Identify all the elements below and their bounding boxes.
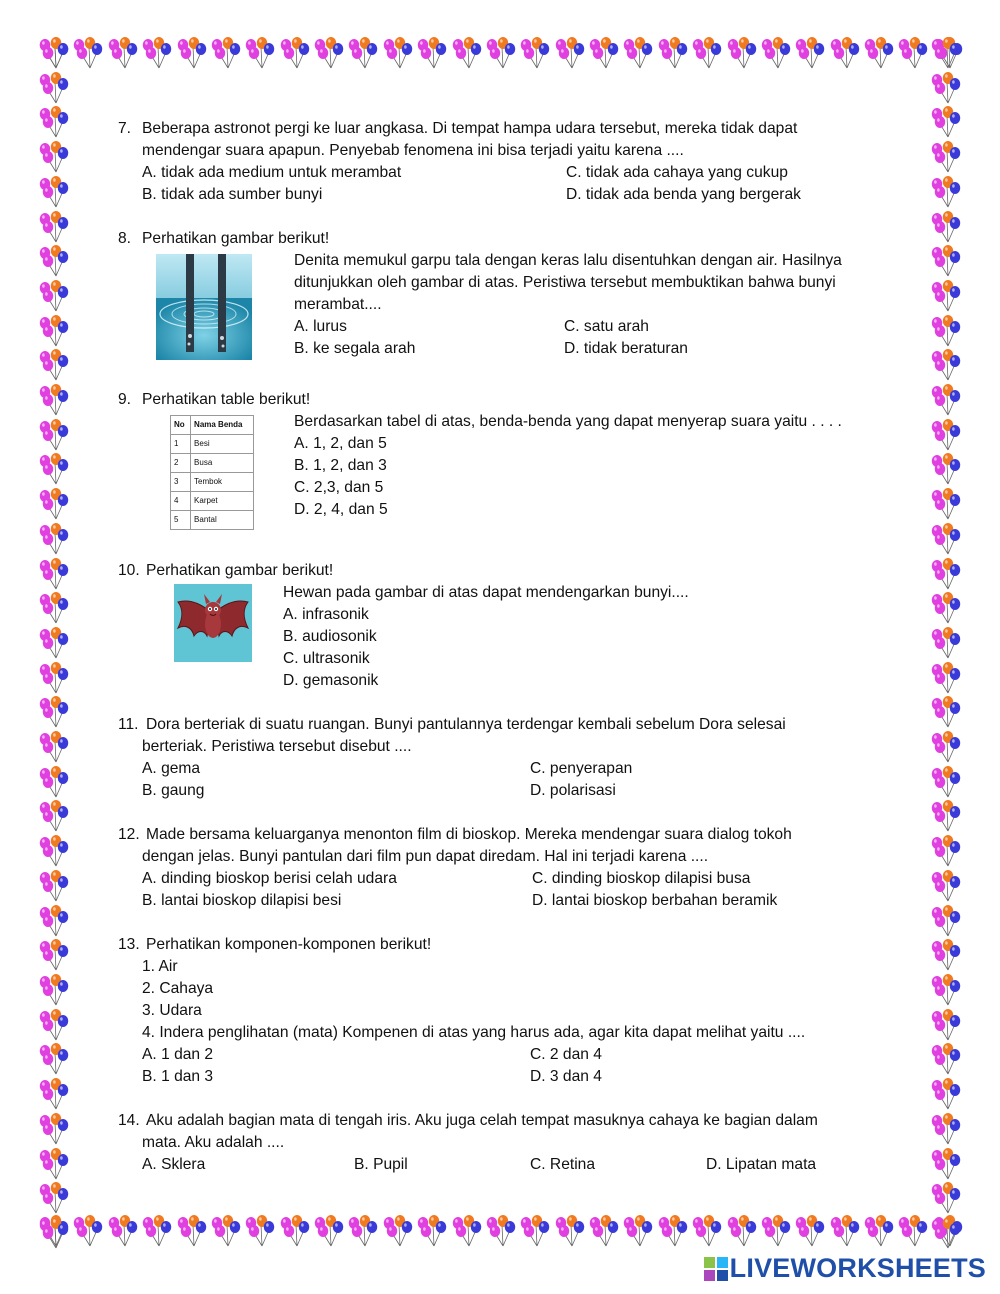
balloon-icon [36, 973, 70, 1007]
balloon-icon [105, 1214, 139, 1248]
balloon-icon [70, 36, 104, 70]
table-row [171, 435, 254, 454]
balloon-icon [827, 1214, 861, 1248]
question-text: Made bersama keluarganya menonton film di bioskop. Mereka mendengar suara dialog tokoh [146, 826, 792, 843]
balloon-icon [380, 1214, 414, 1248]
balloon-icon [449, 36, 483, 70]
balloon-icon [517, 1214, 551, 1248]
tuning-fork-water-image [156, 254, 252, 360]
balloon-icon [928, 869, 962, 903]
balloon-icon [928, 175, 962, 209]
balloon-icon [758, 1214, 792, 1248]
balloon-icon [928, 730, 962, 764]
balloon-icon [689, 36, 723, 70]
option-a[interactable]: A. 1 dan 2 [142, 1046, 214, 1063]
question-text: Hewan pada gambar di atas dapat mendengarkan bunyi.... [283, 584, 689, 601]
balloon-icon [414, 1214, 448, 1248]
balloon-icon [36, 799, 70, 833]
question-text: ditunjukkan oleh gambar di atas. Peristiwa tersebut membuktikan bahwa bunyi [294, 274, 836, 291]
option-d[interactable]: D. lantai bioskop berbahan beramik [532, 892, 778, 909]
balloon-icon [36, 869, 70, 903]
balloon-icon [517, 36, 551, 70]
balloon-icon [483, 36, 517, 70]
balloon-icon [380, 36, 414, 70]
option-b[interactable]: B. lantai bioskop dilapisi besi [142, 892, 342, 909]
balloon-icon [36, 418, 70, 452]
balloon-border-right [928, 36, 964, 1250]
balloon-icon [277, 36, 311, 70]
balloon-icon [36, 105, 70, 139]
bat-image [174, 584, 252, 662]
question-10 [118, 560, 898, 692]
option-c[interactable]: C. dinding bioskop dilapisi busa [532, 870, 751, 887]
balloon-icon [208, 1214, 242, 1248]
balloon-icon [928, 661, 962, 695]
balloon-icon [36, 661, 70, 695]
option-c[interactable]: C. satu arah [564, 318, 649, 335]
balloon-icon [928, 1181, 962, 1215]
question-intro: Perhatikan gambar berikut! [146, 562, 334, 579]
balloon-icon [928, 904, 962, 938]
balloon-icon [861, 1214, 895, 1248]
balloon-icon [928, 973, 962, 1007]
option-c[interactable]: C. penyerapan [530, 760, 633, 777]
list-item: 4. Indera penglihatan (mata) Kompenen di atas yang harus ada, agar kita dapat melihat yaitu .... [142, 1024, 806, 1041]
worksheet-content [118, 118, 898, 1198]
table-cell: Karpet [191, 492, 254, 511]
option-a[interactable]: A. tidak ada medium untuk merambat [142, 164, 402, 181]
question-14 [118, 1110, 898, 1176]
balloon-icon [277, 1214, 311, 1248]
balloon-icon [928, 765, 962, 799]
question-8 [118, 228, 898, 367]
balloon-icon [36, 765, 70, 799]
balloon-icon [36, 522, 70, 556]
question-text: Beberapa astronot pergi ke luar angkasa. Di tempat hampa udara tersebut, mereka tidak dapat [142, 120, 798, 137]
balloon-icon [928, 36, 962, 70]
balloon-icon [928, 557, 962, 591]
question-number: 11. [118, 716, 139, 733]
brand-text: LIVEWORKSHEETS [729, 1253, 986, 1283]
balloon-icon [242, 1214, 276, 1248]
balloon-icon [311, 1214, 345, 1248]
balloon-icon [36, 487, 70, 521]
option-c[interactable]: C. ultrasonik [283, 650, 370, 667]
liveworksheets-logo-icon [704, 1257, 728, 1281]
balloon-icon [928, 522, 962, 556]
balloon-icon [36, 348, 70, 382]
question-number: 9. [118, 391, 132, 408]
balloon-icon [139, 36, 173, 70]
balloon-icon [36, 279, 70, 313]
option-d[interactable]: D. gemasonik [283, 672, 379, 689]
option-a[interactable]: A. Sklera [142, 1156, 206, 1173]
question-number: 12. [118, 826, 140, 843]
balloon-icon [620, 1214, 654, 1248]
objects-table [170, 415, 256, 530]
balloon-icon [36, 452, 70, 486]
balloon-icon [928, 487, 962, 521]
table-cell: Busa [191, 454, 254, 473]
option-a[interactable]: A. lurus [294, 318, 347, 335]
balloon-icon [36, 626, 70, 660]
balloon-icon [928, 71, 962, 105]
balloon-icon [928, 140, 962, 174]
question-intro: Perhatikan table berikut! [142, 391, 311, 408]
balloon-icon [36, 557, 70, 591]
balloon-icon [36, 36, 70, 70]
question-number: 8. [118, 230, 132, 247]
option-d[interactable]: D. polarisasi [530, 782, 616, 799]
balloon-icon [928, 314, 962, 348]
balloon-icon [928, 1077, 962, 1111]
table-cell: 2 [171, 454, 191, 473]
option-c[interactable]: C. 2 dan 4 [530, 1046, 602, 1063]
question-intro: Perhatikan gambar berikut! [142, 230, 330, 247]
table-cell: Besi [191, 435, 254, 454]
option-c[interactable]: C. tidak ada cahaya yang cukup [566, 164, 788, 181]
option-b[interactable]: B. tidak ada sumber bunyi [142, 186, 323, 203]
option-b[interactable]: B. audiosonik [283, 628, 377, 645]
balloon-icon [724, 36, 758, 70]
balloon-icon [928, 799, 962, 833]
question-number: 14. [118, 1112, 140, 1129]
balloon-icon [655, 1214, 689, 1248]
table-cell: 4 [171, 492, 191, 511]
option-a[interactable]: A. dinding bioskop berisi celah udara [142, 870, 397, 887]
balloon-icon [586, 1214, 620, 1248]
balloon-icon [928, 244, 962, 278]
balloon-icon [36, 1216, 70, 1250]
option-c[interactable]: C. 2,3, dan 5 [294, 479, 384, 496]
balloon-icon [689, 1214, 723, 1248]
balloon-icon [928, 383, 962, 417]
balloon-icon [449, 1214, 483, 1248]
question-text: Denita memukul garpu tala dengan keras lalu disentuhkan dengan air. Hasilnya [294, 252, 842, 269]
balloon-icon [174, 1214, 208, 1248]
balloon-icon [928, 1008, 962, 1042]
balloon-icon [36, 1147, 70, 1181]
balloon-icon [414, 36, 448, 70]
option-d[interactable]: D. tidak ada benda yang bergerak [566, 186, 801, 203]
question-13 [118, 934, 898, 1088]
question-11 [118, 714, 898, 802]
balloon-icon [928, 279, 962, 313]
balloon-icon [655, 36, 689, 70]
balloon-icon [928, 938, 962, 972]
balloon-icon [928, 591, 962, 625]
option-b[interactable]: B. ke segala arah [294, 340, 416, 357]
option-c[interactable]: C. Retina [530, 1156, 596, 1173]
balloon-icon [928, 1112, 962, 1146]
liveworksheets-brand[interactable] [704, 1253, 986, 1284]
balloon-icon [36, 730, 70, 764]
question-number: 10. [118, 562, 140, 579]
question-text: Berdasarkan tabel di atas, benda-benda yang dapat menyerap suara yaitu . . . . [294, 413, 842, 430]
list-item: 3. Udara [142, 1002, 202, 1019]
balloon-icon [792, 1214, 826, 1248]
balloon-icon [895, 36, 929, 70]
balloon-icon [36, 1181, 70, 1215]
balloon-icon [827, 36, 861, 70]
balloon-icon [861, 36, 895, 70]
table-row [171, 492, 254, 511]
question-text: Aku adalah bagian mata di tengah iris. Aku juga celah tempat masuknya cahaya ke bagian dalam [146, 1112, 818, 1129]
balloon-icon [792, 36, 826, 70]
question-text: mata. Aku adalah .... [142, 1134, 285, 1151]
balloon-icon [311, 36, 345, 70]
option-a[interactable]: A. 1, 2, dan 5 [294, 435, 387, 452]
balloon-icon [36, 140, 70, 174]
balloon-icon [208, 36, 242, 70]
balloon-icon [36, 1112, 70, 1146]
question-12 [118, 824, 898, 912]
question-text: berteriak. Peristiwa tersebut disebut .... [142, 738, 412, 755]
balloon-icon [552, 1214, 586, 1248]
balloon-icon [242, 36, 276, 70]
question-9 [118, 389, 898, 530]
table-cell: 5 [171, 511, 191, 530]
option-b[interactable]: B. Pupil [354, 1156, 408, 1173]
balloon-icon [36, 210, 70, 244]
balloon-icon [928, 1216, 962, 1250]
balloon-icon [36, 695, 70, 729]
balloon-icon [895, 1214, 929, 1248]
table-cell: 3 [171, 473, 191, 492]
balloon-icon [36, 314, 70, 348]
balloon-icon [586, 36, 620, 70]
option-d[interactable]: D. 3 dan 4 [530, 1068, 602, 1085]
question-text: Dora berteriak di suatu ruangan. Bunyi pantulannya terdengar kembali sebelum Dora selesai [146, 716, 786, 733]
table-cell: 1 [171, 435, 191, 454]
balloon-icon [36, 175, 70, 209]
balloon-icon [36, 244, 70, 278]
balloon-icon [139, 1214, 173, 1248]
balloon-icon [928, 1147, 962, 1181]
question-7 [118, 118, 898, 206]
balloon-icon [36, 383, 70, 417]
balloon-border-top [36, 36, 964, 72]
balloon-icon [174, 36, 208, 70]
table-cell: Bantal [191, 511, 254, 530]
question-text: merambat.... [294, 296, 382, 313]
option-b[interactable]: B. 1, 2, dan 3 [294, 457, 387, 474]
question-number: 13. [118, 936, 140, 953]
option-b[interactable]: B. 1 dan 3 [142, 1068, 214, 1085]
table-header: No [171, 416, 191, 435]
balloon-icon [36, 938, 70, 972]
list-item: 2. Cahaya [142, 980, 214, 997]
balloon-icon [928, 418, 962, 452]
table-row [171, 454, 254, 473]
option-d[interactable]: D. tidak beraturan [564, 340, 688, 357]
balloon-icon [928, 105, 962, 139]
question-text: mendengar suara apapun. Penyebab fenomena ini bisa terjadi yaitu karena .... [142, 142, 684, 159]
balloon-icon [36, 904, 70, 938]
balloon-icon [928, 695, 962, 729]
balloon-icon [36, 591, 70, 625]
option-d[interactable]: D. 2, 4, dan 5 [294, 501, 388, 518]
balloon-icon [483, 1214, 517, 1248]
balloon-icon [928, 1042, 962, 1076]
balloon-border-bottom [36, 1214, 964, 1250]
option-a[interactable]: A. gema [142, 760, 201, 777]
balloon-icon [928, 348, 962, 382]
balloon-icon [36, 1008, 70, 1042]
balloon-icon [345, 1214, 379, 1248]
balloon-icon [620, 36, 654, 70]
table-row [171, 473, 254, 492]
balloon-icon [928, 452, 962, 486]
balloon-icon [36, 71, 70, 105]
balloon-icon [70, 1214, 104, 1248]
option-a[interactable]: A. infrasonik [283, 606, 369, 623]
option-d[interactable]: D. Lipatan mata [706, 1156, 817, 1173]
balloon-icon [36, 834, 70, 868]
table-row [171, 511, 254, 530]
balloon-icon [928, 834, 962, 868]
question-intro: Perhatikan komponen-komponen berikut! [146, 936, 432, 953]
table-cell: Tembok [191, 473, 254, 492]
balloon-icon [724, 1214, 758, 1248]
balloon-icon [36, 1042, 70, 1076]
balloon-icon [105, 36, 139, 70]
option-b[interactable]: B. gaung [142, 782, 205, 799]
balloon-icon [552, 36, 586, 70]
balloon-icon [36, 1077, 70, 1111]
balloon-icon [345, 36, 379, 70]
balloon-border-left [36, 36, 72, 1250]
question-number: 7. [118, 120, 132, 137]
table-header: Nama Benda [191, 416, 254, 435]
balloon-icon [928, 210, 962, 244]
question-text: dengan jelas. Bunyi pantulan dari film pun dapat diredam. Hal ini terjadi karena .... [142, 848, 709, 865]
list-item: 1. Air [142, 958, 178, 975]
balloon-icon [928, 626, 962, 660]
balloon-icon [758, 36, 792, 70]
